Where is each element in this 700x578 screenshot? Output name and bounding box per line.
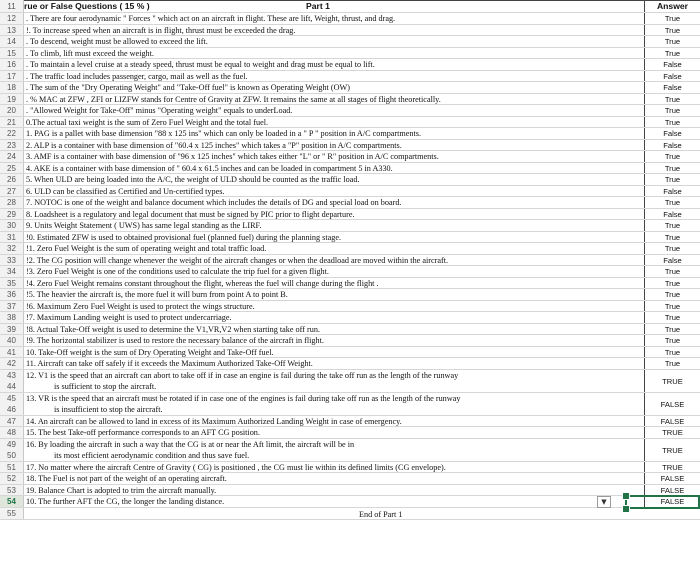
question-text: 17. No matter where the aircraft Centre of Gravity ( CG) is positioned , the CG must lie within its defined limits (CG envelope). bbox=[26, 462, 446, 472]
row-number: 45 bbox=[7, 393, 16, 403]
question-cell[interactable] bbox=[24, 324, 645, 335]
row-header[interactable] bbox=[0, 209, 24, 220]
row-number: 16 bbox=[7, 60, 16, 69]
section-title: rue or False Questions ( 15 % ) bbox=[24, 1, 150, 11]
row-number: 42 bbox=[7, 359, 16, 368]
question-text: . To climb, lift must exceed the weight. bbox=[26, 48, 154, 58]
question-cell[interactable] bbox=[24, 255, 645, 266]
row-header[interactable] bbox=[0, 278, 24, 289]
answer-cell[interactable]: True bbox=[664, 106, 681, 115]
answer-cell[interactable]: True bbox=[664, 359, 681, 368]
row-number: 19 bbox=[7, 94, 16, 104]
answer-cell[interactable]: True bbox=[664, 152, 681, 161]
question-cell[interactable] bbox=[24, 13, 645, 24]
row-header[interactable] bbox=[0, 197, 24, 208]
table-row bbox=[0, 462, 700, 474]
row-number: 51 bbox=[7, 462, 16, 472]
question-text: 5. When ULD are being loaded into the A/C, the weight of ULD should be counted as the traffic load. bbox=[26, 175, 360, 184]
question-cell[interactable] bbox=[24, 94, 645, 105]
question-cell[interactable] bbox=[24, 197, 645, 208]
answer-cell[interactable]: True bbox=[664, 290, 681, 299]
question-text-continued: is sufficient to stop the aircraft. bbox=[54, 382, 157, 391]
table-row bbox=[0, 117, 700, 129]
question-text: !5. The heavier the aircraft is, the more fuel it will burn from point A to point B. bbox=[26, 290, 288, 299]
row-number: 33 bbox=[7, 255, 16, 265]
row-number: 50 bbox=[7, 451, 16, 460]
row-number: 18 bbox=[7, 83, 16, 92]
question-text-continued: its most efficient aerodynamic condition and thus save fuel. bbox=[54, 451, 250, 460]
row-number: 44 bbox=[7, 382, 16, 391]
answer-cell[interactable]: True bbox=[664, 313, 681, 322]
answer-cell[interactable]: False bbox=[663, 83, 682, 92]
row-header[interactable] bbox=[0, 232, 24, 243]
question-cell[interactable] bbox=[24, 48, 645, 59]
question-text: 12. V1 is the speed that an aircraft can abort to take off if in case an engine is fail during the take off run as the length of the runway bbox=[26, 370, 459, 380]
question-text: . There are four aerodynamic " Forces " which act on an aircraft in flight. These are lift, Weight, thrust, and drag. bbox=[26, 14, 396, 23]
table-row bbox=[0, 496, 700, 508]
footer-cell[interactable] bbox=[24, 508, 645, 519]
answer-cell[interactable]: True bbox=[664, 25, 681, 35]
answer-cell[interactable]: True bbox=[664, 336, 681, 345]
answer-cell[interactable]: False bbox=[663, 140, 682, 150]
answer-cell[interactable]: True bbox=[664, 244, 681, 253]
question-text: 14. An aircraft can be allowed to land in excess of its Maximum Authorized Landing Weight in case of emergency. bbox=[26, 416, 402, 426]
answer-cell[interactable]: False bbox=[663, 71, 682, 81]
answer-cell[interactable]: True bbox=[664, 347, 681, 357]
row-header[interactable] bbox=[0, 473, 24, 484]
question-cell[interactable] bbox=[24, 416, 645, 427]
row-header[interactable] bbox=[0, 370, 24, 392]
question-cell[interactable] bbox=[24, 439, 645, 461]
row-header[interactable] bbox=[0, 105, 24, 116]
question-cell[interactable] bbox=[24, 174, 645, 185]
row-number: 29 bbox=[7, 209, 16, 219]
table-row bbox=[0, 324, 700, 336]
row-header[interactable] bbox=[0, 128, 24, 139]
answer-cell[interactable]: FALSE bbox=[660, 485, 685, 495]
table-row bbox=[0, 186, 700, 198]
table-row bbox=[0, 427, 700, 439]
row-number: 27 bbox=[7, 186, 16, 196]
row-number: 20 bbox=[7, 106, 16, 115]
question-text: !7. Maximum Landing weight is used to protect undercarriage. bbox=[26, 313, 232, 322]
question-text: 16. By loading the aircraft in such a way that the CG is at or near the Aft limit, the aircraft will be in bbox=[26, 439, 355, 449]
row-number: 49 bbox=[7, 439, 16, 449]
answer-header-cell[interactable]: Answer bbox=[656, 1, 689, 11]
question-text: !0. Estimated ZFW is used to obtained provisional fuel (planned fuel) during the planning stage. bbox=[26, 232, 341, 242]
table-row bbox=[0, 255, 700, 267]
question-text: !9. The horizontal stabilizer is used to restore the necessary balance of the aircraft in flight. bbox=[26, 336, 324, 345]
row-header[interactable] bbox=[0, 243, 24, 254]
table-row bbox=[0, 301, 700, 313]
table-row bbox=[0, 128, 700, 140]
answer-cell[interactable]: True bbox=[664, 267, 681, 276]
answer-cell[interactable]: True bbox=[664, 301, 681, 311]
row-number: 41 bbox=[7, 347, 16, 357]
question-cell[interactable] bbox=[24, 128, 645, 139]
table-row bbox=[0, 105, 700, 117]
dropdown-button[interactable] bbox=[597, 496, 611, 508]
question-cell[interactable] bbox=[24, 25, 645, 36]
question-cell[interactable] bbox=[24, 485, 645, 496]
table-row bbox=[0, 36, 700, 48]
table-row bbox=[0, 94, 700, 106]
chevron-down-icon: ▼ bbox=[601, 497, 607, 506]
row-number: 47 bbox=[7, 416, 16, 426]
answer-cell[interactable]: True bbox=[664, 278, 681, 288]
row-header[interactable] bbox=[0, 335, 24, 346]
answer-cell[interactable]: False bbox=[663, 209, 682, 219]
question-text: !4. Zero Fuel Weight remains constant throughout the flight, whereas the fuel will change during the flight . bbox=[26, 278, 379, 288]
table-row bbox=[0, 393, 700, 416]
row-header[interactable] bbox=[0, 174, 24, 185]
table-row bbox=[0, 266, 700, 278]
answer-cell[interactable]: True bbox=[664, 37, 681, 46]
question-cell[interactable] bbox=[24, 220, 645, 231]
table-row bbox=[0, 439, 700, 462]
table-row bbox=[0, 197, 700, 209]
answer-cell[interactable]: True bbox=[664, 232, 681, 242]
answer-cell[interactable]: True bbox=[664, 324, 681, 334]
question-text: 4. AKE is a container with base dimension of " 60.4 x 61.5 inches and can be loaded in compartment 5 in A330. bbox=[26, 163, 393, 173]
answer-cell[interactable]: TRUE bbox=[662, 428, 683, 437]
question-text: . To maintain a level cruise at a steady speed, thrust must be equal to weight and drag must be equal to lift. bbox=[26, 60, 375, 69]
question-cell[interactable] bbox=[24, 59, 645, 70]
header-row bbox=[0, 0, 700, 13]
table-row bbox=[0, 312, 700, 324]
table-row bbox=[0, 25, 700, 37]
row-header[interactable]: 11 bbox=[0, 0, 24, 12]
answer-cell[interactable]: FALSE bbox=[660, 399, 685, 409]
question-text: !1. Zero Fuel Weight is the sum of operating weight and total traffic load. bbox=[26, 244, 267, 253]
row-header[interactable] bbox=[0, 462, 24, 473]
table-row bbox=[0, 278, 700, 290]
row-number: 25 bbox=[7, 163, 16, 173]
question-cell[interactable] bbox=[24, 312, 645, 323]
row-header[interactable] bbox=[0, 358, 24, 369]
row-number: 17 bbox=[7, 71, 16, 81]
answer-cell[interactable]: True bbox=[664, 198, 681, 207]
row-number: 13 bbox=[7, 25, 16, 35]
row-header[interactable] bbox=[0, 393, 24, 415]
end-of-part-text: End of Part 1 bbox=[359, 509, 403, 519]
fill-handle[interactable] bbox=[622, 505, 630, 513]
row-number: 21 bbox=[7, 117, 16, 127]
question-text: 9. Units Weight Statement ( UWS) has same legal standing as the LIRF. bbox=[26, 221, 262, 230]
question-text: 1. PAG is a pallet with base dimension "88 x 125 ins" which can only be loaded in a " P " position in A/C compartments. bbox=[26, 129, 422, 138]
question-cell[interactable] bbox=[24, 496, 645, 507]
question-cell[interactable] bbox=[24, 209, 645, 220]
row-header[interactable] bbox=[0, 82, 24, 93]
answer-cell[interactable]: TRUE bbox=[662, 376, 683, 386]
question-cell[interactable] bbox=[24, 117, 645, 128]
row-number: 12 bbox=[7, 14, 16, 23]
row-number: 22 bbox=[7, 129, 16, 138]
row-header[interactable] bbox=[0, 347, 24, 358]
row-header[interactable] bbox=[0, 427, 24, 438]
question-text: 3. AMF is a container with base dimension of "96 x 125 inches" which takes either "L" or " R" position in A/C compartments. bbox=[26, 152, 439, 161]
question-text-continued: is insufficient to stop the aircraft. bbox=[54, 405, 163, 414]
question-cell[interactable] bbox=[24, 151, 645, 162]
row-number: 35 bbox=[7, 278, 16, 288]
row-number: 46 bbox=[7, 405, 16, 414]
answer-cell[interactable]: True bbox=[664, 221, 681, 230]
answer-cell[interactable]: False bbox=[663, 60, 682, 69]
question-text: . "Allowed Weight for Take-Off" minus "Operating weight" equals to underLoad. bbox=[26, 106, 293, 115]
row-number: 48 bbox=[7, 428, 16, 437]
question-text: 2. ALP is a container with base dimension of "60.4 x 125 inches" which takes a "P" position in A/C compartments. bbox=[26, 140, 402, 150]
row-header[interactable] bbox=[0, 36, 24, 47]
table-row bbox=[0, 289, 700, 301]
question-header-cell[interactable] bbox=[24, 0, 645, 12]
answer-cell[interactable]: True bbox=[664, 48, 681, 58]
table-row bbox=[0, 82, 700, 94]
row-header[interactable] bbox=[0, 485, 24, 496]
question-text: !8. Actual Take-Off weight is used to determine the V1,VR,V2 when starting take off run. bbox=[26, 324, 320, 334]
question-cell[interactable] bbox=[24, 473, 645, 484]
row-header[interactable] bbox=[0, 439, 24, 461]
row-header[interactable] bbox=[0, 163, 24, 174]
answer-cell[interactable]: FALSE bbox=[660, 416, 685, 426]
question-cell[interactable] bbox=[24, 335, 645, 346]
row-number: 43 bbox=[7, 370, 16, 380]
question-text: 7. NOTOC is one of the weight and balance document which includes the details of DG and special load on board. bbox=[26, 198, 402, 207]
row-header[interactable] bbox=[0, 13, 24, 24]
row-header[interactable] bbox=[0, 117, 24, 128]
row-header[interactable] bbox=[0, 71, 24, 82]
question-cell[interactable] bbox=[24, 370, 645, 392]
row-header[interactable] bbox=[0, 255, 24, 266]
question-text: . % MAC at ZFW , ZFI or LIZFW stands for Centre of Gravity at ZFW. It remains the same at all stages of flight theoretically. bbox=[26, 94, 441, 104]
question-text: !. To increase speed when an aircraft is in flight, thrust must be exceeded the drag. bbox=[26, 25, 296, 35]
question-cell[interactable] bbox=[24, 36, 645, 47]
question-text: !2. The CG position will change whenever the weight of the aircraft changes or when the deadload are moved within the aircraft. bbox=[26, 255, 449, 265]
question-cell[interactable] bbox=[24, 140, 645, 151]
row-number: 23 bbox=[7, 140, 16, 150]
question-cell[interactable] bbox=[24, 82, 645, 93]
question-cell[interactable] bbox=[24, 393, 645, 415]
table-row bbox=[0, 48, 700, 60]
question-text: 8. Loadsheet is a regulatory and legal document that must be signed by PIC prior to flight departure. bbox=[26, 209, 355, 219]
table-row bbox=[0, 13, 700, 25]
row-number: 53 bbox=[7, 485, 16, 495]
row-number: 14 bbox=[7, 37, 16, 46]
table-row bbox=[0, 473, 700, 485]
question-cell[interactable] bbox=[24, 427, 645, 438]
row-number: 26 bbox=[7, 175, 16, 184]
table-row bbox=[0, 174, 700, 186]
row-header[interactable] bbox=[0, 312, 24, 323]
row-header[interactable] bbox=[0, 25, 24, 36]
answer-cell[interactable]: True bbox=[664, 163, 681, 173]
table-row bbox=[0, 71, 700, 83]
answer-cell[interactable]: TRUE bbox=[662, 445, 683, 455]
table-row bbox=[0, 163, 700, 175]
row-header[interactable] bbox=[0, 140, 24, 151]
selected-cell-outline[interactable] bbox=[625, 495, 700, 509]
answer-cell[interactable]: FALSE bbox=[660, 474, 685, 483]
question-text: 13. VR is the speed that an aircraft must be rotated if in case one of the engines is fail during take off run as the length of the runway bbox=[26, 393, 461, 403]
table-row bbox=[0, 243, 700, 255]
row-header[interactable] bbox=[0, 289, 24, 300]
table-row bbox=[0, 416, 700, 428]
answer-cell[interactable]: False bbox=[663, 186, 682, 196]
answer-cell[interactable]: TRUE bbox=[662, 462, 683, 472]
row-number: 39 bbox=[7, 324, 16, 334]
question-cell[interactable] bbox=[24, 266, 645, 277]
row-header[interactable] bbox=[0, 48, 24, 59]
question-text: 18. The Fuel is not part of the weight of an operating aircraft. bbox=[26, 474, 227, 483]
table-row bbox=[0, 347, 700, 359]
table-row bbox=[0, 140, 700, 152]
row-header[interactable] bbox=[0, 301, 24, 312]
row-number: 54 bbox=[7, 497, 16, 506]
question-cell[interactable] bbox=[24, 186, 645, 197]
row-header[interactable] bbox=[0, 324, 24, 335]
row-header[interactable] bbox=[0, 151, 24, 162]
question-cell[interactable] bbox=[24, 289, 645, 300]
row-header[interactable] bbox=[0, 496, 24, 507]
row-number: 24 bbox=[7, 152, 16, 161]
question-cell[interactable] bbox=[24, 278, 645, 289]
table-row bbox=[0, 335, 700, 347]
question-cell[interactable] bbox=[24, 243, 645, 254]
question-text: !6. Maximum Zero Fuel Weight is used to protect the wings structure. bbox=[26, 301, 255, 311]
row-number: 38 bbox=[7, 313, 16, 322]
answer-cell[interactable]: False bbox=[663, 129, 682, 138]
answer-cell[interactable]: True bbox=[664, 94, 681, 104]
question-text: . The sum of the "Dry Operating Weight" and "Take-Off fuel" is known as Operating Weight (OW) bbox=[26, 83, 350, 92]
answer-cell[interactable]: FALSE bbox=[660, 497, 685, 506]
row-header[interactable] bbox=[0, 266, 24, 277]
question-text: 10. The further AFT the CG, the longer the landing distance. bbox=[26, 497, 225, 506]
row-header[interactable] bbox=[0, 59, 24, 70]
row-number: 15 bbox=[7, 48, 16, 58]
question-text: 19. Balance Chart is adopted to trim the aircraft manually. bbox=[26, 485, 217, 495]
question-text: 0.The actual taxi weight is the sum of Zero Fuel Weight and the total fuel. bbox=[26, 117, 269, 127]
row-header[interactable] bbox=[0, 416, 24, 427]
table-row bbox=[0, 232, 700, 244]
row-number: 31 bbox=[7, 232, 16, 242]
question-cell[interactable] bbox=[24, 347, 645, 358]
row-header[interactable] bbox=[0, 220, 24, 231]
row-number: 28 bbox=[7, 198, 16, 207]
row-header[interactable] bbox=[0, 94, 24, 105]
table-row bbox=[0, 358, 700, 370]
row-number: 36 bbox=[7, 290, 16, 299]
row-header[interactable] bbox=[0, 186, 24, 197]
question-cell[interactable] bbox=[24, 462, 645, 473]
row-number: 37 bbox=[7, 301, 16, 311]
table-row bbox=[0, 370, 700, 393]
table-row bbox=[0, 59, 700, 71]
table-row bbox=[0, 151, 700, 163]
question-cell[interactable] bbox=[24, 358, 645, 369]
row-header[interactable]: 55 bbox=[0, 508, 24, 519]
row-number: 34 bbox=[7, 267, 16, 276]
question-text: . To descend, weight must be allowed to exceed the lift. bbox=[26, 37, 208, 46]
question-text: 15. The best Take-off performance corresponds to an AFT CG position. bbox=[26, 428, 260, 437]
row-number: 30 bbox=[7, 221, 16, 230]
table-row bbox=[0, 220, 700, 232]
question-text: !3. Zero Fuel Weight is one of the conditions used to calculate the trip fuel for a given flight. bbox=[26, 267, 329, 276]
question-text: . The traffic load includes passenger, cargo, mail as well as the fuel. bbox=[26, 71, 248, 81]
question-cell[interactable] bbox=[24, 105, 645, 116]
question-text: 10. Take-Off weight is the sum of Dry Operating Weight and Take-Off fuel. bbox=[26, 347, 274, 357]
answer-cell[interactable]: False bbox=[663, 255, 682, 265]
question-cell[interactable] bbox=[24, 71, 645, 82]
question-cell[interactable] bbox=[24, 301, 645, 312]
question-text: 6. ULD can be classified as Certified and Un-certified types. bbox=[26, 186, 225, 196]
row-number: 40 bbox=[7, 336, 16, 345]
question-cell[interactable] bbox=[24, 163, 645, 174]
row-number: 32 bbox=[7, 244, 16, 253]
answer-cell[interactable]: True bbox=[664, 117, 681, 127]
table-row bbox=[0, 485, 700, 497]
footer-row bbox=[0, 508, 700, 520]
answer-cell[interactable]: True bbox=[664, 14, 681, 23]
question-cell[interactable] bbox=[24, 232, 645, 243]
table-row bbox=[0, 209, 700, 221]
answer-cell[interactable]: True bbox=[664, 175, 681, 184]
row-number: 52 bbox=[7, 474, 16, 483]
question-text: 11. Aircraft can take off safely if it exceeds the Maximum Authorized Take-Off Weight. bbox=[26, 359, 313, 368]
part-title: Part 1 bbox=[306, 1, 330, 11]
selection-handle[interactable] bbox=[622, 492, 630, 500]
